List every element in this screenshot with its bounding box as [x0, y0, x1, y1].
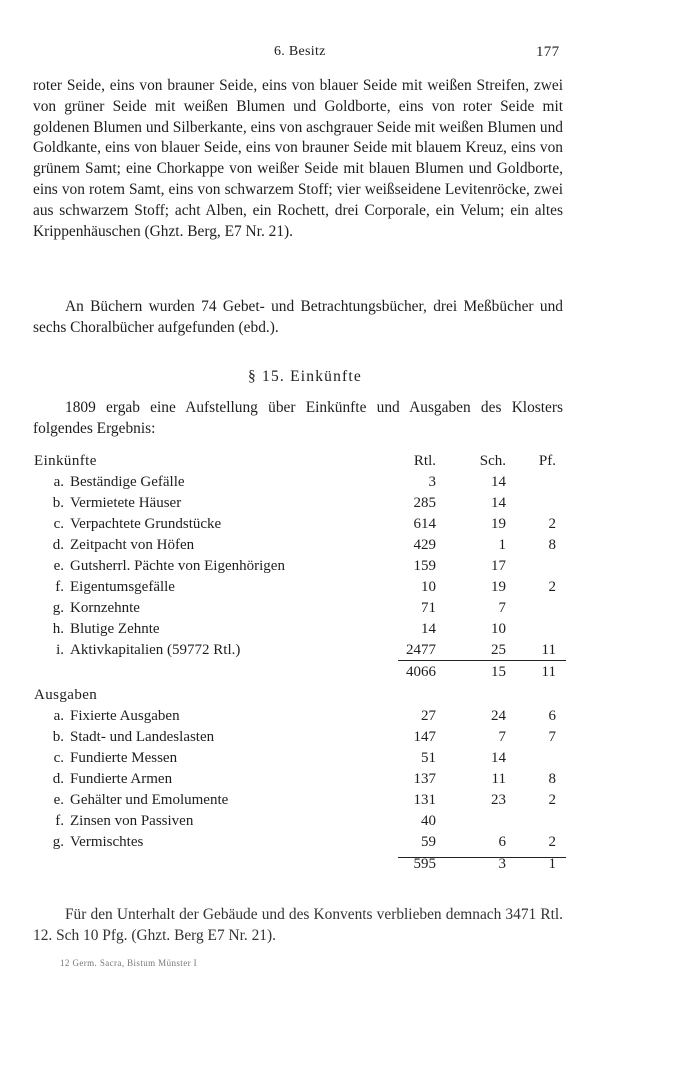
row-pf: 6: [548, 708, 556, 724]
row-letter: c.: [53, 750, 64, 766]
income-heading: Einkünfte: [34, 453, 97, 469]
row-letter: d.: [52, 537, 64, 553]
row-label: Fixierte Ausgaben: [70, 708, 180, 724]
row-label: Fundierte Messen: [70, 750, 178, 766]
row-rtl: 51: [421, 750, 436, 766]
total-pf: 11: [541, 663, 556, 680]
row-rtl: 131: [413, 792, 436, 808]
total-sch: 3: [498, 855, 506, 872]
row-label: Gehälter und Emolumente: [70, 792, 229, 808]
table-row: [34, 556, 564, 577]
row-sch: 6: [498, 834, 506, 850]
row-label: Fundierte Armen: [70, 771, 173, 787]
row-label: Vermischtes: [70, 834, 144, 850]
table-row: [34, 472, 564, 493]
row-letter: i.: [56, 642, 64, 658]
row-rtl: 147: [413, 729, 436, 745]
footer-signature: 12 Germ. Sacra, Bistum Münster I: [60, 958, 198, 968]
row-rtl: 285: [413, 495, 436, 511]
row-letter: e.: [53, 558, 64, 574]
row-rtl: 614: [413, 516, 436, 532]
row-letter: g.: [52, 600, 64, 616]
table-row: [34, 769, 564, 790]
row-rtl: 14: [421, 621, 436, 637]
row-pf: [518, 472, 564, 493]
row-letter: g.: [52, 834, 64, 850]
row-label: Beständige Gefälle: [70, 474, 185, 490]
row-letter: c.: [53, 516, 64, 532]
table-row: [34, 619, 564, 640]
row-sch: 25: [491, 642, 506, 658]
running-title: 6. Besitz: [274, 44, 326, 59]
paragraph-intro: 1809 ergab eine Aufstellung über Einkünfte und Ausgaben des Klosters folgendes Ergebnis:: [33, 399, 563, 437]
row-pf: 7: [548, 729, 556, 745]
row-label: Aktivkapitalien (59772 Rtl.): [70, 642, 241, 658]
income-header-row: [34, 451, 564, 472]
row-pf: [518, 598, 564, 619]
row-letter: d.: [52, 771, 64, 787]
row-label: Blutige Zehnte: [70, 621, 160, 637]
row-label: Verpachtete Grundstücke: [70, 516, 222, 532]
row-letter: f.: [55, 579, 64, 595]
row-pf: 8: [548, 771, 556, 787]
row-letter: b.: [52, 729, 64, 745]
row-rtl: 10: [421, 579, 436, 595]
row-rtl: 40: [421, 813, 436, 829]
row-letter: h.: [52, 621, 64, 637]
col-header-rtl: Rtl.: [413, 453, 436, 469]
row-pf: [518, 748, 564, 769]
row-rtl: 159: [413, 558, 436, 574]
col-header-sch: Sch.: [479, 453, 506, 469]
income-table: [34, 451, 564, 683]
row-letter: a.: [53, 474, 64, 490]
table-row: [34, 598, 564, 619]
row-sch: 24: [491, 708, 506, 724]
table-row: [34, 706, 564, 727]
income-total-row: [34, 661, 564, 683]
expense-heading: Ausgaben: [34, 687, 98, 703]
table-row: [34, 493, 564, 514]
row-pf: 8: [548, 537, 556, 553]
row-label: Zinsen von Passiven: [70, 813, 194, 829]
row-rtl: 27: [421, 708, 436, 724]
table-row: [34, 577, 564, 598]
expense-header-row: [34, 685, 564, 706]
row-rtl: 429: [413, 537, 436, 553]
row-rtl: 59: [421, 834, 436, 850]
row-sch: 14: [491, 474, 506, 490]
row-letter: b.: [52, 495, 64, 511]
row-letter: f.: [55, 813, 64, 829]
row-label: Stadt- und Landeslasten: [70, 729, 215, 745]
row-sch: 14: [491, 750, 506, 766]
row-label: Vermietete Häuser: [70, 495, 182, 511]
row-label: Zeitpacht von Höfen: [70, 537, 195, 553]
expense-sum-rule: [398, 857, 566, 858]
table-row: [34, 748, 564, 769]
row-sch: 17: [491, 558, 506, 574]
row-sch: 14: [491, 495, 506, 511]
row-rtl: 137: [413, 771, 436, 787]
row-letter: a.: [53, 708, 64, 724]
row-sch: 7: [498, 600, 506, 616]
paragraph-books: An Büchern wurden 74 Gebet- und Betrachtungsbücher, drei Meßbücher und sechs Choralbücher aufgefunden (ebd.).: [33, 298, 563, 336]
row-pf: [518, 619, 564, 640]
row-pf: 2: [548, 792, 556, 808]
expense-table: [34, 685, 564, 875]
row-sch: 10: [491, 621, 506, 637]
row-sch: 7: [498, 729, 506, 745]
row-rtl: 3: [428, 474, 436, 490]
page-number: 177: [536, 44, 560, 60]
table-row: [34, 727, 564, 748]
row-sch: 23: [491, 792, 506, 808]
total-rtl: 4066: [406, 663, 436, 680]
row-sch: [446, 811, 518, 832]
total-sch: 15: [491, 663, 506, 680]
table-row: [34, 535, 564, 556]
row-sch: 11: [491, 771, 506, 787]
total-pf: 1: [548, 855, 556, 872]
table-row: [34, 832, 564, 853]
row-pf: 2: [548, 516, 556, 532]
row-rtl: 71: [421, 600, 436, 616]
col-header-pf: Pf.: [538, 453, 556, 469]
row-label: Gutsherrl. Pächte von Eigenhörigen: [70, 558, 285, 574]
row-pf: [518, 556, 564, 577]
row-sch: 19: [491, 516, 506, 532]
row-label: Eigentumsgefälle: [70, 579, 175, 595]
row-sch: 19: [491, 579, 506, 595]
table-row: [34, 514, 564, 535]
row-sch: 1: [498, 537, 506, 553]
row-rtl: 2477: [406, 642, 436, 658]
row-pf: [518, 811, 564, 832]
table-row: [34, 811, 564, 832]
row-pf: 2: [548, 579, 556, 595]
section-heading: § 15. Einkünfte: [248, 368, 362, 385]
row-pf: 2: [548, 834, 556, 850]
total-rtl: 595: [413, 855, 436, 872]
paragraph-conclusion: Für den Unterhalt der Gebäude und des Konvents verblieben demnach 3471 Rtl. 12. Sch 10 Pfg. (Ghzt. Berg E7 Nr. 21).: [33, 906, 563, 944]
table-row: [34, 640, 564, 661]
row-pf: [518, 493, 564, 514]
income-sum-rule: [398, 660, 566, 661]
row-letter: e.: [53, 792, 64, 808]
row-pf: 11: [541, 642, 556, 658]
paragraph-vestments: roter Seide, eins von brauner Seide, eins von blauer Seide mit weißen Streifen, zwei von grüner Seide mit weißen Blumen und Goldborte, eins von roter Seide mit goldenen Blumen und Silberkante, eins von aschgrauer Seide mit weißen Blumen und Goldkante, eins von blauer Seide, eins von brauner Seide mit blauem Kreuz, eins von grünem Samt; eine Chorkappe von weißer Seide mit blauen Blumen und Goldborte, eins von rotem Samt, eins von schwarzem Stoff; vier weißseidene Levitenröcke, zwei aus schwarzem Stoff; acht Alben, ein Rochett, drei Corporale, ein Velum; ein altes Krippenhäuschen (Ghzt. Berg, E7 Nr. 21).: [33, 77, 564, 240]
row-label: Kornzehnte: [70, 600, 140, 616]
table-row: [34, 790, 564, 811]
